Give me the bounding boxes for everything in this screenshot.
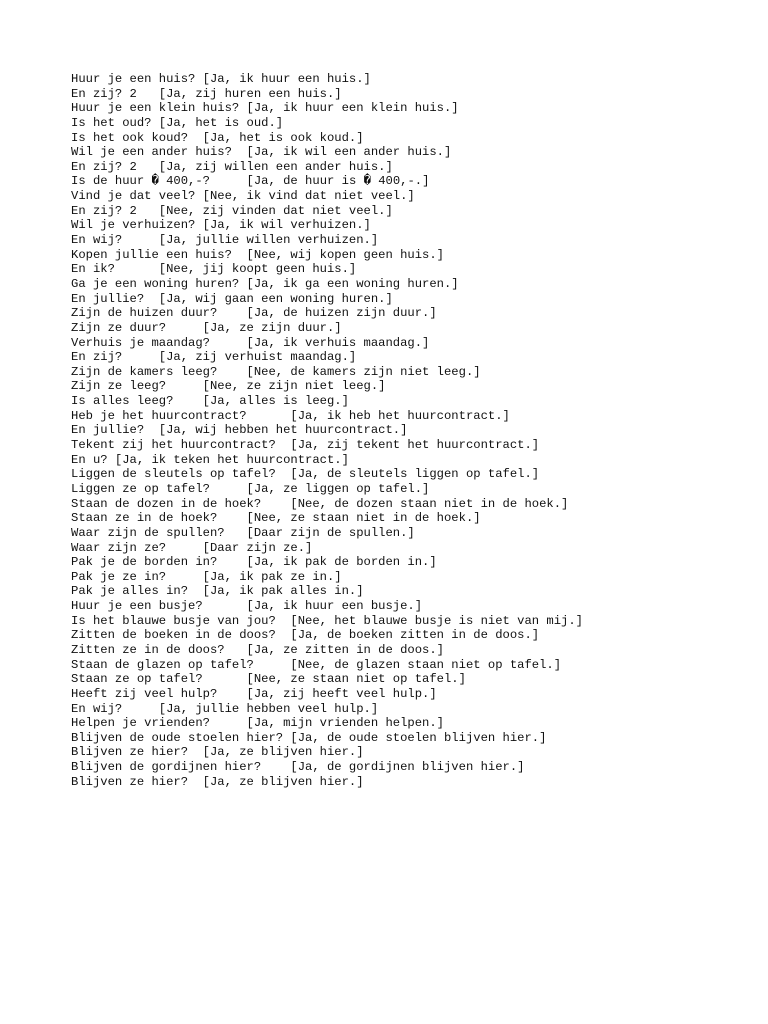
dialogue-line: Is het ook koud? [Ja, het is ook koud.] (71, 130, 364, 145)
dialogue-line: Wil je een ander huis? [Ja, ik wil een ander huis.] (71, 145, 452, 160)
dialogue-line: En zij? 2 [Ja, zij huren een huis.] (71, 86, 342, 101)
dialogue-line: Kopen jullie een huis? [Nee, wij kopen geen huis.] (71, 247, 444, 262)
dialogue-line: Verhuis je maandag? [Ja, ik verhuis maandag.] (71, 335, 430, 350)
dialogue-line: En u? [Ja, ik teken het huurcontract.] (71, 452, 349, 467)
dialogue-line: Wil je verhuizen? [Ja, ik wil verhuizen.] (71, 218, 371, 233)
dialogue-line: En wij? [Ja, jullie hebben veel hulp.] (71, 701, 379, 716)
dialogue-line: Liggen de sleutels op tafel? [Ja, de sleutels liggen op tafel.] (71, 467, 540, 482)
dialogue-line: Is het blauwe busje van jou? [Nee, het blauwe busje is niet van mij.] (71, 613, 583, 628)
dialogue-line: En zij? 2 [Nee, zij vinden dat niet veel.] (71, 203, 393, 218)
dialogue-line: Zitten ze in de doos? [Ja, ze zitten in de doos.] (71, 642, 444, 657)
dialogue-line: Zijn de kamers leeg? [Nee, de kamers zijn niet leeg.] (71, 364, 481, 379)
dialogue-line: Zijn de huizen duur? [Ja, de huizen zijn duur.] (71, 306, 437, 321)
dialogue-line: Staan ze op tafel? [Nee, ze staan niet op tafel.] (71, 672, 466, 687)
dialogue-line: Staan de dozen in de hoek? [Nee, de dozen staan niet in de hoek.] (71, 496, 569, 511)
dialogue-line: Is de huur � 400,-? [Ja, de huur is � 400,-.] (71, 174, 430, 189)
dialogue-line: En wij? [Ja, jullie willen verhuizen.] (71, 233, 379, 248)
dialogue-line: Zijn ze duur? [Ja, ze zijn duur.] (71, 320, 342, 335)
dialogue-line: Waar zijn de spullen? [Daar zijn de spullen.] (71, 525, 415, 540)
dialogue-line: Heeft zij veel hulp? [Ja, zij heeft veel hulp.] (71, 686, 437, 701)
dialogue-line: Zijn ze leeg? [Nee, ze zijn niet leeg.] (71, 379, 386, 394)
dialogue-line: Helpen je vrienden? [Ja, mijn vrienden helpen.] (71, 716, 444, 731)
dialogue-line: En ik? [Nee, jij koopt geen huis.] (71, 262, 357, 277)
dialogue-line: Pak je alles in? [Ja, ik pak alles in.] (71, 584, 364, 599)
dialogue-line: Pak je de borden in? [Ja, ik pak de borden in.] (71, 555, 437, 570)
dialogue-line: Is het oud? [Ja, het is oud.] (71, 115, 284, 130)
dialogue-line: Vind je dat veel? [Nee, ik vind dat niet veel.] (71, 189, 415, 204)
dialogue-line: Waar zijn ze? [Daar zijn ze.] (71, 540, 313, 555)
dialogue-line: Is alles leeg? [Ja, alles is leeg.] (71, 394, 349, 409)
dialogue-line: Zitten de boeken in de doos? [Ja, de boeken zitten in de doos.] (71, 628, 540, 643)
dialogue-line: Staan ze in de hoek? [Nee, ze staan niet in de hoek.] (71, 511, 481, 526)
dialogue-line: Huur je een huis? [Ja, ik huur een huis.] (71, 72, 371, 86)
dialogue-line: En zij? [Ja, zij verhuist maandag.] (71, 350, 357, 365)
dialogue-text-block (71, 72, 583, 789)
dialogue-line: Staan de glazen op tafel? [Nee, de glazen staan niet op tafel.] (71, 657, 562, 672)
dialogue-line: En zij? 2 [Ja, zij willen een ander huis.] (71, 159, 393, 174)
dialogue-line: Blijven ze hier? [Ja, ze blijven hier.] (71, 745, 364, 760)
dialogue-line: Blijven de gordijnen hier? [Ja, de gordijnen blijven hier.] (71, 760, 525, 775)
dialogue-line: Huur je een busje? [Ja, ik huur een busje.] (71, 599, 423, 614)
dialogue-line: Blijven ze hier? [Ja, ze blijven hier.] (71, 774, 364, 789)
dialogue-line: En jullie? [Ja, wij gaan een woning huren.] (71, 291, 393, 306)
dialogue-line: Blijven de oude stoelen hier? [Ja, de oude stoelen blijven hier.] (71, 730, 547, 745)
dialogue-line: En jullie? [Ja, wij hebben het huurcontract.] (71, 423, 408, 438)
dialogue-line: Liggen ze op tafel? [Ja, ze liggen op tafel.] (71, 481, 430, 496)
dialogue-line: Pak je ze in? [Ja, ik pak ze in.] (71, 569, 342, 584)
dialogue-line: Tekent zij het huurcontract? [Ja, zij tekent het huurcontract.] (71, 438, 540, 453)
dialogue-line: Heb je het huurcontract? [Ja, ik heb het huurcontract.] (71, 408, 510, 423)
dialogue-line: Huur je een klein huis? [Ja, ik huur een klein huis.] (71, 101, 459, 116)
dialogue-line: Ga je een woning huren? [Ja, ik ga een woning huren.] (71, 276, 459, 291)
